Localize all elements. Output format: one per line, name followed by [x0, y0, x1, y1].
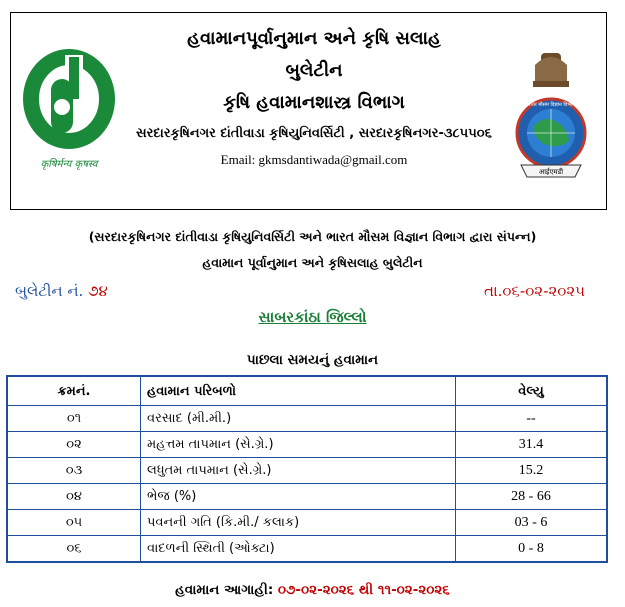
forecast-dates: ૦૭-૦૨-૨૦૨૬ થી ૧૧-૦૨-૨૦૨૬ [277, 582, 450, 598]
table-row [7, 484, 607, 510]
partner-line: (સરદારકૃષિનગર દાંતીવાડા કૃષિયુનિવર્સિટી અને ભારત મૌસમ વિજ્ઞાન વિભાગ દ્વારા સંપન્ન) [88, 229, 537, 244]
header-title-line3: કૃષિ હવામાનશાસ્ત્ર વિભાગ [223, 92, 405, 113]
past-weather-title: પાછલા સમયનું હવામાન [246, 352, 379, 368]
parameter: પવનની ગતિ (કિ.મી./ કલાક) [141, 510, 456, 536]
bulletin-date: તા.૦૬-૦૨-૨૦૨૫ [484, 282, 585, 300]
bulletin-heading: હવામાન પૂર્વાનુમાન અને કૃષિસલાહ બુલેટીન [202, 255, 423, 270]
serial-no: ૦૫ [7, 510, 141, 536]
header-text [133, 23, 495, 170]
value: 31.4 [456, 432, 608, 458]
parameter: ભેજ (%) [141, 484, 456, 510]
district-name [0, 308, 625, 326]
header-title-line2: બુલેટીન [285, 60, 343, 81]
parameter: લધુતમ તાપમાન (સે.ગ્રે.) [141, 458, 456, 484]
table-row [7, 510, 607, 536]
value: 0 - 8 [456, 536, 608, 563]
value: 15.2 [456, 458, 608, 484]
table-header-row [7, 376, 607, 406]
university-logo-caption: कृषिर्मन्य कृषस्व [40, 159, 98, 170]
weather-table [6, 375, 608, 563]
serial-no: ૦૧ [7, 406, 141, 432]
table-row [7, 432, 607, 458]
header-title-line1: હવામાનપૂર્વાનુમાન અને કૃષિ સલાહ [187, 28, 441, 49]
header-value: વેલ્યુ [456, 376, 608, 406]
header-parameter: હવામાન પરિબળો [141, 376, 456, 406]
bulletin-number: ૭૪ [88, 282, 108, 300]
serial-no: ૦૪ [7, 484, 141, 510]
header-email: Email: gkmsdantiwada@gmail.com [220, 152, 408, 167]
district-label: સાબરકાંઠા જિલ્લો [258, 308, 367, 326]
table-row [7, 406, 607, 432]
header-box [10, 12, 607, 210]
serial-no: ૦૨ [7, 432, 141, 458]
imd-logo-bottom-text: आईएमडी [538, 168, 564, 176]
table-row [7, 458, 607, 484]
parameter: વાદળની સ્થિતી (ઓક્ટા) [141, 536, 456, 563]
parameter: વરસાદ (મી.મી.) [141, 406, 456, 432]
bulletin-row [15, 282, 585, 300]
serial-no: ૦૬ [7, 536, 141, 563]
table-row [7, 536, 607, 563]
header-serial-no: ક્રમનં. [7, 376, 141, 406]
serial-no: ૦૩ [7, 458, 141, 484]
university-logo [17, 49, 121, 174]
parameter: મહત્તમ તાપમાન (સે.ગ્રે.) [141, 432, 456, 458]
imd-logo-top-text: भारत मौसम विज्ञान विभाग [526, 102, 576, 108]
value: 28 - 66 [456, 484, 608, 510]
imd-logo [511, 51, 591, 189]
forecast-line [0, 582, 625, 598]
bulletin-number-label: બુલેટીન નં. [15, 282, 84, 300]
value: 03 - 6 [456, 510, 608, 536]
forecast-label: હવામાન આગાહી: [175, 582, 274, 598]
header-address: સરદારકૃષિનગર દાંતીવાડા કૃષિયુનિવર્સિટી , સરદારકૃષિનગર-૩૮૫૫૦૬ [136, 126, 492, 141]
value: -- [456, 406, 608, 432]
